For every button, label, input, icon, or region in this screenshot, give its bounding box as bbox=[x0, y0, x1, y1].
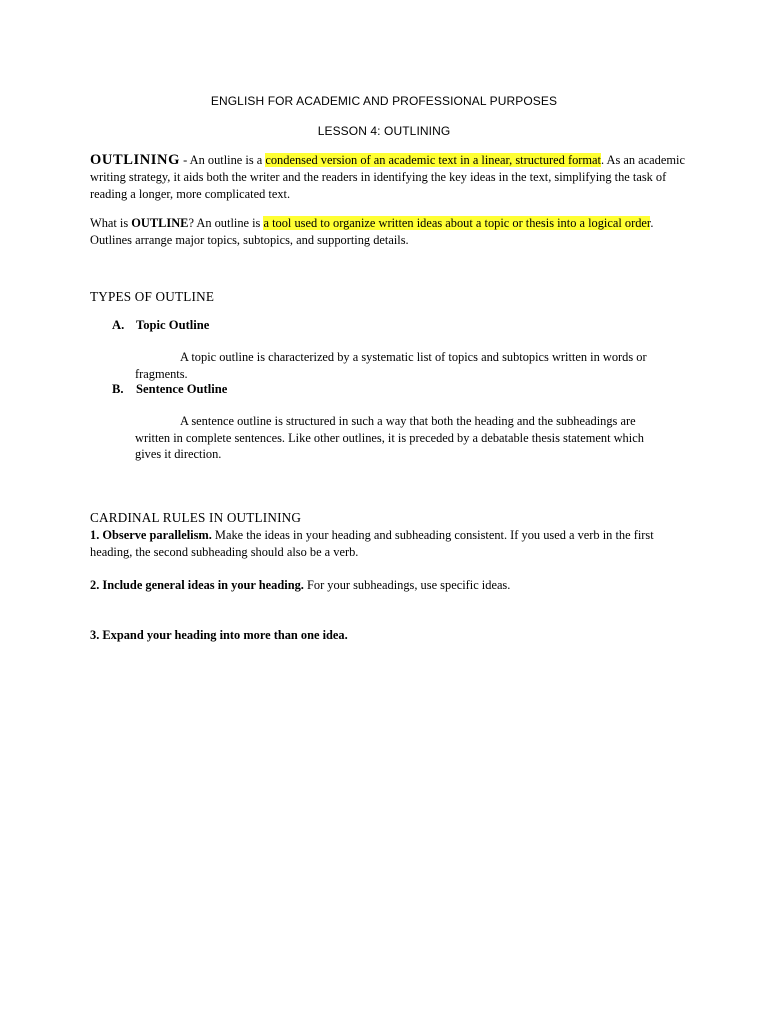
rule-1-title: 1. Observe parallelism. bbox=[90, 528, 212, 542]
rule-2-title: 2. Include general ideas in your heading. bbox=[90, 578, 304, 592]
intro-term: OUTLINING bbox=[90, 152, 180, 168]
rule-3-title: 3. Expand your heading into more than one idea. bbox=[90, 628, 348, 642]
type-a-heading bbox=[112, 318, 209, 333]
rule-3 bbox=[90, 627, 690, 644]
type-b-name: Sentence Outline bbox=[136, 382, 228, 396]
type-a-description: A topic outline is characterized by a systematic list of topics and subtopics written in words or fragments. bbox=[135, 350, 647, 381]
definition-text-2: . Outlines arrange major topics, subtopics, and supporting details. bbox=[90, 216, 654, 247]
type-b-heading bbox=[112, 382, 227, 397]
intro-text-2: . As an academic writing strategy, it aids both the writer and the readers in identifying the key ideas in the text, simplifying the task of reading a longer, more complicated text. bbox=[90, 153, 685, 201]
type-b-letter: B. bbox=[112, 382, 124, 396]
definition-highlight: a tool used to organize written ideas about a topic or thesis into a logical order bbox=[263, 216, 651, 230]
lesson-title: LESSON 4: OUTLINING bbox=[317, 124, 451, 138]
intro-highlight: condensed version of an academic text in a linear, structured format bbox=[265, 153, 601, 167]
definition-term: OUTLINE bbox=[131, 216, 189, 230]
type-b-description: A sentence outline is structured in such a way that both the heading and the subheadings are written in complete sentences. Like other outlines, it is preceded by a debatable thesis statement which gives it direction. bbox=[135, 414, 644, 461]
rule-2-text: For your subheadings, use specific ideas. bbox=[303, 578, 511, 592]
rule-1 bbox=[90, 527, 690, 560]
rules-heading: CARDINAL RULES IN OUTLINING bbox=[90, 510, 302, 525]
intro-text-1: - An outline is a bbox=[180, 153, 266, 167]
definition-text-1: ? An outline is bbox=[188, 216, 264, 230]
intro-paragraph bbox=[90, 152, 690, 203]
type-a-name: Topic Outline bbox=[136, 318, 210, 332]
rule-1-text: Make the ideas in your heading and subheading consistent. If you used a verb in the first heading, the second subheading should also be a verb. bbox=[90, 528, 654, 559]
document-title: ENGLISH FOR ACADEMIC AND PROFESSIONAL PURPOSES bbox=[210, 94, 558, 108]
rule-2 bbox=[90, 577, 530, 594]
definition-prefix: What is bbox=[90, 216, 132, 230]
definition-paragraph bbox=[90, 215, 690, 249]
type-a-letter: A. bbox=[112, 318, 125, 332]
types-heading: TYPES OF OUTLINE bbox=[90, 289, 215, 304]
